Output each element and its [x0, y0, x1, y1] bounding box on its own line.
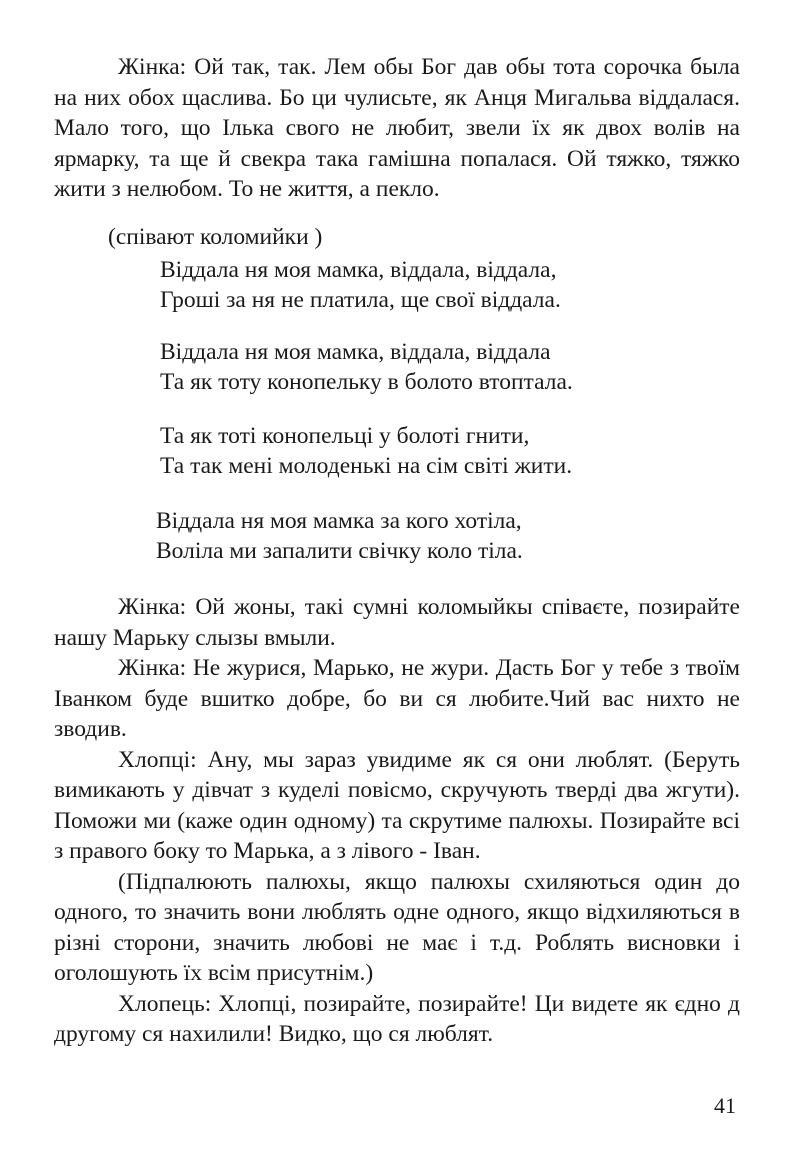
page-number: 41 — [714, 1093, 736, 1118]
song-line: Та як тоту конопельку в болото втоптала. — [160, 369, 573, 395]
stage-direction-paragraph: (Підпалюють палюхы, якщо палюхы схиляються один до одного, то значить вони люблять одне одного, якщо відхиляються в різні сторони, значить любові не має і т.д. Роблять висновки і оголошують їх всім присутнім.) — [54, 868, 740, 986]
opening-dialogue — [54, 52, 740, 205]
dialogue-paragraph: Хлопець: Хлопці, позирайте, позирайте! Ци видете як єдно д другому ся нахилили! Видко, що ся люблят. — [54, 990, 740, 1047]
song-line: Гроші за ня не платила, ще свої віддала. — [160, 287, 561, 313]
dialogue-paragraph: Жінка: Ой так, так. Лем обы Бог дав обы тота сорочка была на них обох щаслива. Бо ци чулисьте, як Анця Мигальва віддалася. Мало того, що Ілька свого не любит, звели їх як двох волів на ярмарку, та ще й свекра така гамішна попалася. Ой тяжко, тяжко жити з нелюбом. То не життя, а пекло. — [54, 54, 740, 202]
song-line: Віддала ня моя мамка, віддала, віддала, — [160, 257, 557, 283]
song-stanza — [156, 506, 523, 566]
song-line: Віддала ня моя мамка за кого хотіла, — [156, 508, 522, 534]
dialogue-paragraph: Жінка: Ой жоны, такі сумні коломыйкы співаєте, позирайте нашу Марьку слызы вмыли. — [54, 594, 740, 651]
dialogue-paragraph: Хлопці: Ану, мы зараз увидиме як ся они люблят. (Беруть вимикають у дівчат з куделі повісмо, скручують тверді два жгути). Поможи ми (каже один одному) та скрутиме палюхы. Позирайте всі з правого боку то Марька, а з лівого - Іван. — [54, 746, 740, 864]
song-stanza — [160, 421, 572, 481]
song-stanza — [160, 337, 573, 397]
song-line: Та як тоті конопельці у болоті гнити, — [160, 423, 530, 449]
dialogue-paragraph: Жінка: Не журися, Марько, не жури. Дасть Бог у тебе з твоїм Іванком буде вшитко добре, бо ви ся любите.Чий вас нихто не зводив. — [54, 655, 740, 742]
closing-dialogue — [54, 592, 740, 1050]
song-line: Та так мені молоденькі на сім світі жити. — [160, 453, 573, 479]
song-line: Віддала ня моя мамка, віддала, віддала — [160, 339, 551, 365]
stage-direction: (співают коломийки ) — [108, 224, 323, 250]
song-stanza — [160, 255, 561, 315]
song-line: Воліла ми запалити свічку коло тіла. — [156, 538, 523, 564]
